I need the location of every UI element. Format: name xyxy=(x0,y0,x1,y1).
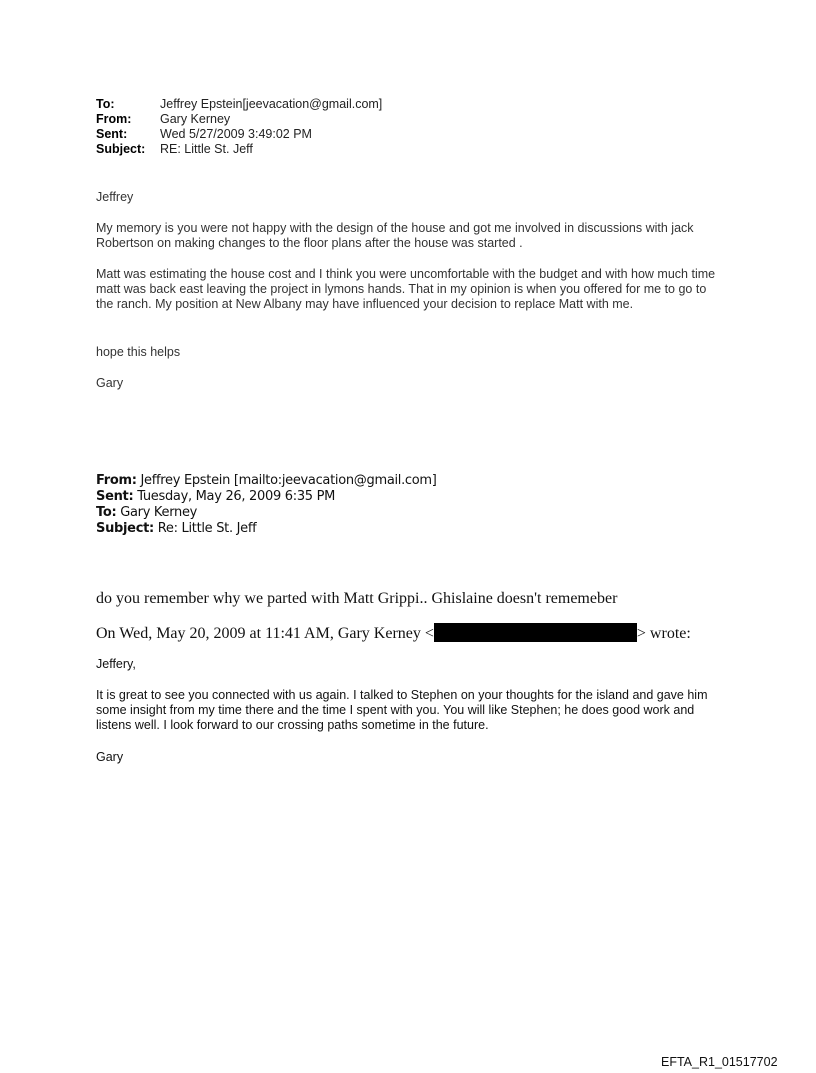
header-subject-label: Subject: xyxy=(96,142,146,156)
forwarded-from-value: Jeffrey Epstein [mailto:jeevacation@gmail.com] xyxy=(136,473,437,488)
forwarded-to-row xyxy=(96,505,197,521)
original-greeting: Jeffery, xyxy=(96,657,136,671)
document-id-footer: EFTA_R1_01517702 xyxy=(661,1055,778,1069)
forwarded-sent-value: Tuesday, May 26, 2009 6:35 PM xyxy=(133,489,336,504)
header-to-row xyxy=(96,97,382,112)
reply-paragraph-2: Matt was estimating the house cost and I think you were uncomfortable with the budget and with how much time matt was back east leaving the project in lymons hands. That in my opinion is when you offered for me to go to the ranch. My position at New Albany may have influenced your decision to replace Matt with me. xyxy=(96,267,716,311)
quote-intro xyxy=(96,623,691,643)
original-signature: Gary xyxy=(96,750,124,764)
header-subject-value: RE: Little St. Jeff xyxy=(160,142,253,156)
forwarded-sent-label: Sent: xyxy=(96,489,134,504)
forwarded-to-label: To: xyxy=(96,505,117,520)
header-subject-row xyxy=(96,142,253,157)
redaction-block xyxy=(434,623,637,642)
forwarded-from-label: From: xyxy=(96,473,137,488)
quote-intro-after: > wrote: xyxy=(636,625,691,642)
quote-intro-before: On Wed, May 20, 2009 at 11:41 AM, Gary Kerney < xyxy=(96,625,434,642)
forwarded-sent-row xyxy=(96,489,335,505)
forwarded-subject-label: Subject: xyxy=(96,521,154,536)
reply-signature: Gary xyxy=(96,376,124,390)
header-to-label: To: xyxy=(96,97,115,111)
header-sent-value: Wed 5/27/2009 3:49:02 PM xyxy=(160,127,312,141)
header-from-label: From: xyxy=(96,112,132,126)
header-sent-label: Sent: xyxy=(96,127,128,141)
forwarded-subject-row xyxy=(96,521,256,537)
header-from-row xyxy=(96,112,230,127)
header-from-value: Gary Kerney xyxy=(160,112,231,126)
header-to-value: Jeffrey Epstein[jeevacation@gmail.com] xyxy=(160,97,383,111)
reply-paragraph-1: My memory is you were not happy with the design of the house and got me involved in discussions with jack Robertson on making changes to the floor plans after the house was started . xyxy=(96,221,694,250)
header-sent-row xyxy=(96,127,312,142)
reply-paragraph-3: hope this helps xyxy=(96,345,181,359)
forwarded-from-row xyxy=(96,473,437,489)
forwarded-subject-value: Re: Little St. Jeff xyxy=(153,521,257,536)
original-paragraph: It is great to see you connected with us again. I talked to Stephen on your thoughts for the island and gave him some insight from my time there and the time I spent with you. You will like Stephen; he does good work and listens well. I look forward to our crossing paths sometime in the future. xyxy=(96,688,708,732)
reply-greeting: Jeffrey xyxy=(96,190,134,204)
question-text: do you remember why we parted with Matt Grippi.. Ghislaine doesn't rememeber xyxy=(96,590,618,607)
forwarded-to-value: Gary Kerney xyxy=(116,505,198,520)
